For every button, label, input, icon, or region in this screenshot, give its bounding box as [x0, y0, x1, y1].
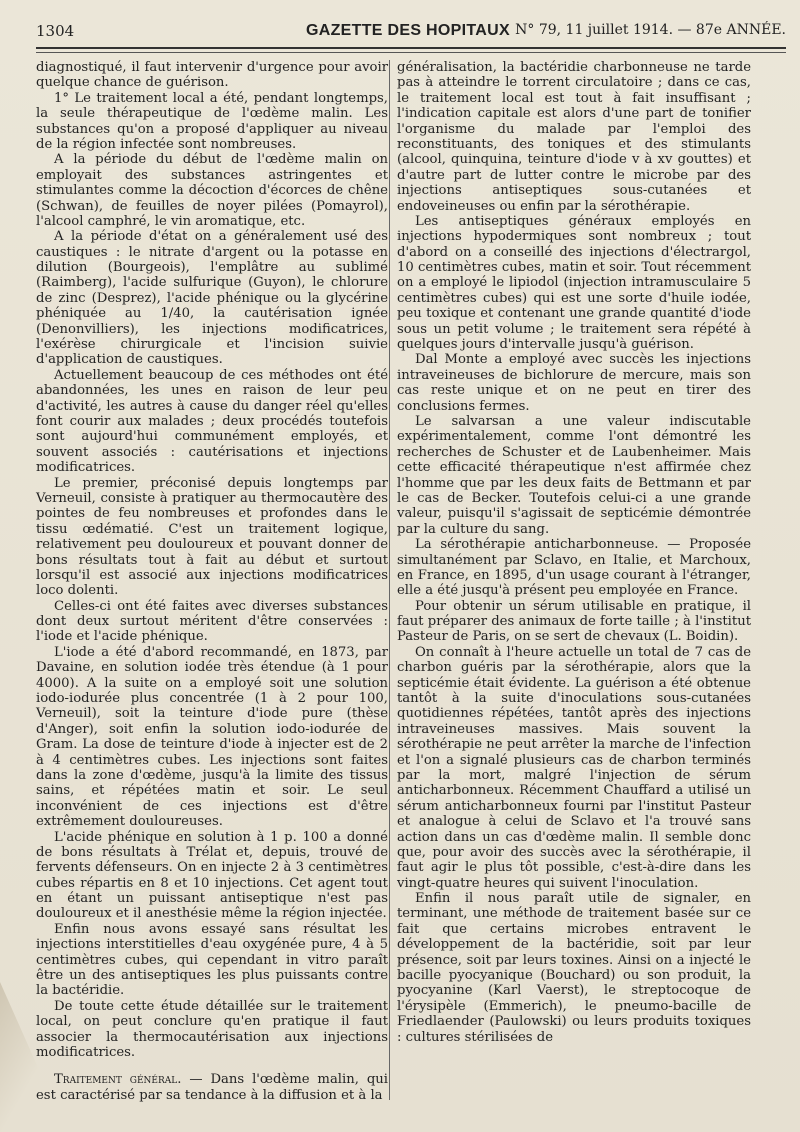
paragraph: Le premier, préconisé depuis longtemps par Verneuil, consiste à pratiquer au thermocautère des pointes de feu nombreuses et profondes dans le tissu œdématié. C'est un traitement logique, relativement peu douloureux et pouvant donner de bons résultats tout à fait au début et surtout lorsqu'il est associé aux injections modificatrices loco dolenti.: [36, 475, 388, 599]
issue-info: N° 79, 11 juillet 1914. — 87e ANNÉE.: [515, 22, 786, 38]
paragraph: diagnostiqué, il faut intervenir d'urgence pour avoir quelque chance de guérison.: [36, 60, 388, 91]
paragraph: De toute cette étude détaillée sur le traitement local, on peut conclure qu'en pratique il faut associer la thermocautérisation aux injections modificatrices.: [36, 998, 388, 1060]
section-text: — Dans l'œdème malin, qui est caractérisé par sa tendance à la diffusion et à la: [36, 1072, 388, 1103]
page-number: 1304: [36, 22, 75, 40]
header-rule-thin: [36, 52, 786, 53]
paragraph: Les antiseptiques généraux employés en injections hypodermiques sont nombreux ; tout d'abord on a conseillé des injections d'électrargol, 10 centimètres cubes, matin et soir. Tout récemment on a employé le lipiodol (injection intramusculaire 5 centimètres cubes) qui est une sorte d'huile iodée, peu toxique et contenant une grande quantité d'iode sous un petit volume ; le traitement sera répété à quelques jours d'intervalle jusqu'à guérison.: [397, 213, 751, 353]
paragraph: généralisation, la bactéridie charbonneuse ne tarde pas à atteindre le torrent circulatoire ; dans ce cas, le traitement local est tout à fait insuffisant ; l'indication capitale est alors d'une part de tonifier l'organisme du malade par l'emploi des reconstituants, des toniques et des stimulants (alcool, quinquina, teinture d'iode v à xv gouttes) et d'autre part de lutter contre le microbe par des injections antiseptiques sous-cutanées et endoveineuses ou enfin par la sérothérapie.: [397, 60, 751, 214]
page-fold-corner: [0, 982, 40, 1132]
paragraph: A la période du début de l'œdème malin on employait des substances astringentes et stimulantes comme la décoction d'écorces de chêne (Schwan), de feuilles de noyer pilées (Pomayrol), l'alcool camphré, le vin aromatique, etc.: [36, 152, 388, 229]
paragraph: Actuellement beaucoup de ces méthodes ont été abandonnées, les unes en raison de leur peu d'activité, les autres à cause du danger réel qu'elles font courir aux malades ; deux procédés toutefois sont aujourd'hui communément employés, et souvent associés : cautérisations et injections modificatrices.: [36, 367, 388, 476]
paragraph: Pour obtenir un sérum utilisable en pratique, il faut préparer des animaux de forte taille ; à l'institut Pasteur de Paris, on se sert de chevaux (L. Boidin).: [397, 598, 751, 645]
paragraph: 1° Le traitement local a été, pendant longtemps, la seule thérapeutique de l'œdème malin. Les substances qu'on a proposé d'appliquer au niveau de la région infectée sont nombreuses.: [36, 90, 388, 152]
paragraph: Enfin il nous paraît utile de signaler, en terminant, une méthode de traitement basée sur ce fait que certains microbes entravent le développement de la bactéridie, soit par leur présence, soit par leurs toxines. Ainsi on a injecté le bacille pyocyanique (Bouchard) ou son produit, la pyocyanine (Karl Vaerst), le streptocoque de l'érysipèle (Emmerich), le pneumo-bacille de Friedlaender (Paulowski) ou leurs produits toxiques : cultures stérilisées de: [397, 891, 751, 1045]
paragraph: A la période d'état on a généralement usé des caustiques : le nitrate d'argent ou la potasse en dilution (Bourgeois), l'emplâtre au sublimé (Raimberg), l'acide sulfurique (Guyon), le chlorure de zinc (Desprez), l'acide phénique ou la glycérine phéniquée au 1/40, la cautérisation ignée (Denonvilliers), les injections modificatrices, l'exérèse chirurgicale et l'incision suivie d'application de caustiques.: [36, 229, 388, 368]
page-header: [36, 22, 786, 44]
right-column: [397, 60, 751, 1045]
paragraph: La sérothérapie anticharbonneuse. — Proposée simultanément par Sclavo, en Italie, et Marchoux, en France, en 1895, d'un usage courant à l'étranger, elle a été jusqu'à présent peu employée en France.: [397, 537, 751, 599]
paragraph: L'acide phénique en solution à 1 p. 100 a donné de bons résultats à Trélat et, depuis, trouvé de fervents défenseurs. On en injecte 2 à 3 centimètres cubes répartis en 8 et 10 injections. Cet agent tout en étant un puissant antiseptique n'est pas douloureux et il anesthésie même la région injectée.: [36, 829, 388, 922]
paragraph: Dal Monte a employé avec succès les injections intraveineuses de bichlorure de mercure, mais son cas reste unique et on ne peut en tirer des conclusions fermes.: [397, 352, 751, 414]
journal-title: GAZETTE DES HOPITAUX: [306, 22, 510, 39]
paragraph: Le salvarsan a une valeur indiscutable expérimentalement, comme l'ont démontré les recherches de Schuster et de Laubenheimer. Mais cette efficacité thérapeutique n'est affirmée chez l'homme que par les deux faits de Bettmann et par le cas de Becker. Toutefois celui-ci a une grande valeur, puisqu'il s'agissait de septicémie démontrée par la culture du sang.: [397, 413, 751, 537]
paragraph: Celles-ci ont été faites avec diverses substances dont deux surtout méritent d'être conservées : l'iode et l'acide phénique.: [36, 598, 388, 645]
column-divider: [389, 60, 390, 1100]
left-column: [36, 60, 388, 1103]
section-heading: Traitement général.: [54, 1072, 182, 1088]
paragraph: Enfin nous avons essayé sans résultat les injections interstitielles d'eau oxygénée pure, 4 à 5 centimètres cubes, qui cependant in vitro paraît être un des antiseptiques les plus puissants contre la bactéridie.: [36, 921, 388, 999]
section-paragraph: [36, 1072, 388, 1103]
paragraph: L'iode a été d'abord recommandé, en 1873, par Davaine, en solution iodée très étendue (à 1 pour 4000). A la suite on a employé soit une solution iodo-iodurée plus concentrée (1 à 2 pour 100, Verneuil), soit la teinture d'iode pure (thèse d'Anger), soit enfin la solution iodo-iodurée de Gram. La dose de teinture d'iode à injecter est de 2 à 4 centimètres cubes. Les injections sont faites dans la zone d'œdème, jusqu'à la limite des tissus sains, et répétées matin et soir. Le seul inconvénient de ces injections est d'être extrêmement douloureuses.: [36, 644, 388, 830]
paragraph: On connaît à l'heure actuelle un total de 7 cas de charbon guéris par la sérothérapie, alors que la septicémie était évidente. La guérison a été obtenue tantôt à la suite d'inoculations sous-cutanées quotidiennes répétées, tantôt après des injections intraveineuses massives. Mais souvent la sérothérapie ne peut arrêter la marche de l'infection et l'on a signalé plusieurs cas de charbon terminés par la mort, malgré l'injection de sérum anticharbonneux. Récemment Chauffard a utilisé un sérum anticharbonneux fourni par l'institut Pasteur et analogue à celui de Sclavo et l'a trouvé sans action dans un cas d'œdème malin. Il semble donc que, pour avoir des succès avec la sérothérapie, il faut agir le plus tôt possible, c'est-à-dire dans les vingt-quatre heures qui suivent l'inoculation.: [397, 644, 751, 891]
header-rule-thick: [36, 47, 786, 49]
